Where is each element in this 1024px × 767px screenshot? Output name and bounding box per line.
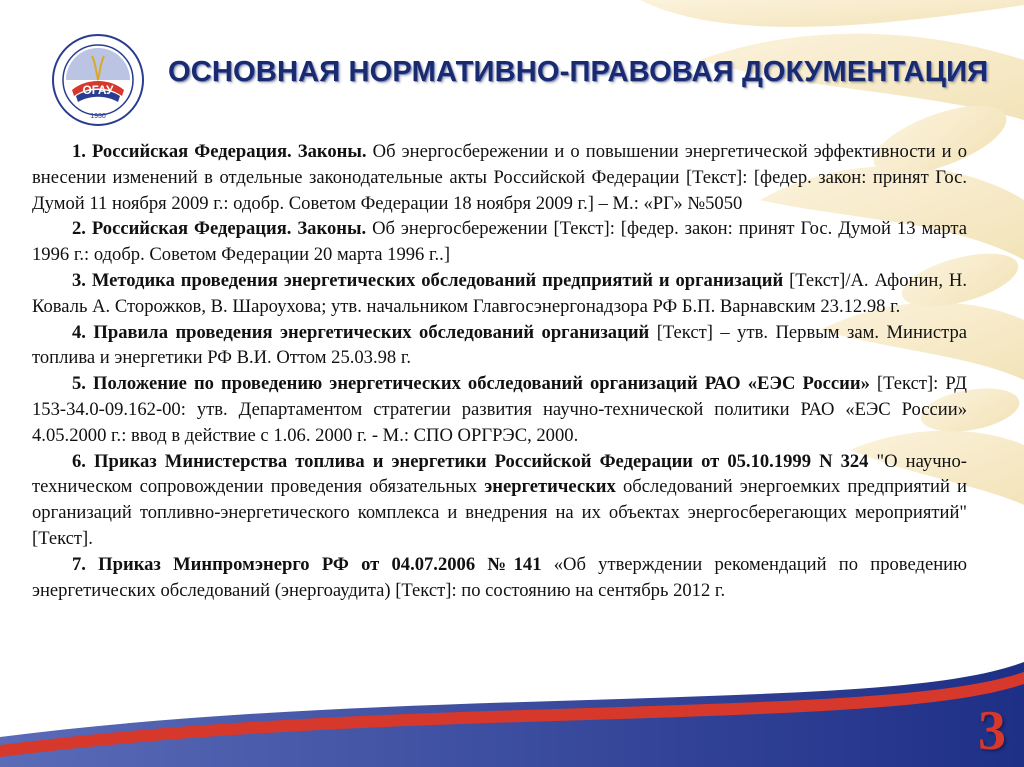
list-item: 6. Приказ Министерства топлива и энергетики Российской Федерации от 05.10.1999 N 324 "О научно-техническом сопровождении проведения обязательных энергетических обследований энергоемких предприятий и организаций топливно-энергетического комплекса и внедрения на их объектах энергосберегающих мероприятий" [Текст]. [32, 450, 967, 549]
list-item: 3. Методика проведения энергетических обследований предприятий и организаций [Текст]/А. Афонин, Н. Коваль А. Сторожков, В. Шароухова; утв. начальником Главгосэнергонадзора РФ Б.П. Варнавским 23.12.98 г. [32, 269, 967, 317]
logo-abbreviation: ОГАУ [82, 83, 114, 97]
list-item: 1. Российская Федерация. Законы. Об энергосбережении и о повышении энергетической эффективности и о внесении изменений в отдельные законодательные акты Российской Федерации [Текст]: [федер. закон: принят Гос. Думой 11 ноября 2009 г.: одобр. Советом Федерации 18 ноября 2009 г.] – М.: «РГ» №5050 [32, 141, 967, 214]
list-item: 4. Правила проведения энергетических обследований организаций [Текст] – утв. Первым зам. Министра топлива и энергетики РФ В.И. Оттом 25.03.98 г. [32, 321, 967, 369]
list-item: 2. Российская Федерация. Законы. Об энергосбережении [Текст]: [федер. закон: принят Гос. Думой 13 марта 1996 г.: одобр. Советом Федерации 20 марта 1996 г..] [32, 218, 967, 266]
list-item: 7. Приказ Минпромэнерго РФ от 04.07.2006 №141 «Об утверждении рекомендаций по проведению энергетических обследований (энергоаудита) [Текст]: по состоянию на сентябрь 2012 г. [32, 553, 967, 601]
university-logo [52, 34, 144, 126]
list-item: 5. Положение по проведению энергетических обследований организаций РАО «ЕЭС России» [Текст]: РД 153-34.0-09.162-00: утв. Департаментом стратегии развития научно-технической политики РАО «ЕЭС России» 4.05.2000 г.: ввод в действие с 1.06. 2000 г. - М.: СПО ОРГРЭС, 2000. [32, 373, 967, 446]
document-list [32, 139, 967, 603]
page-number: 3 [978, 700, 1006, 762]
logo-year: 1930 [90, 113, 106, 120]
slide-title: ОСНОВНАЯ НОРМАТИВНО-ПРАВОВАЯ ДОКУМЕНТАЦИЯ [168, 56, 989, 88]
